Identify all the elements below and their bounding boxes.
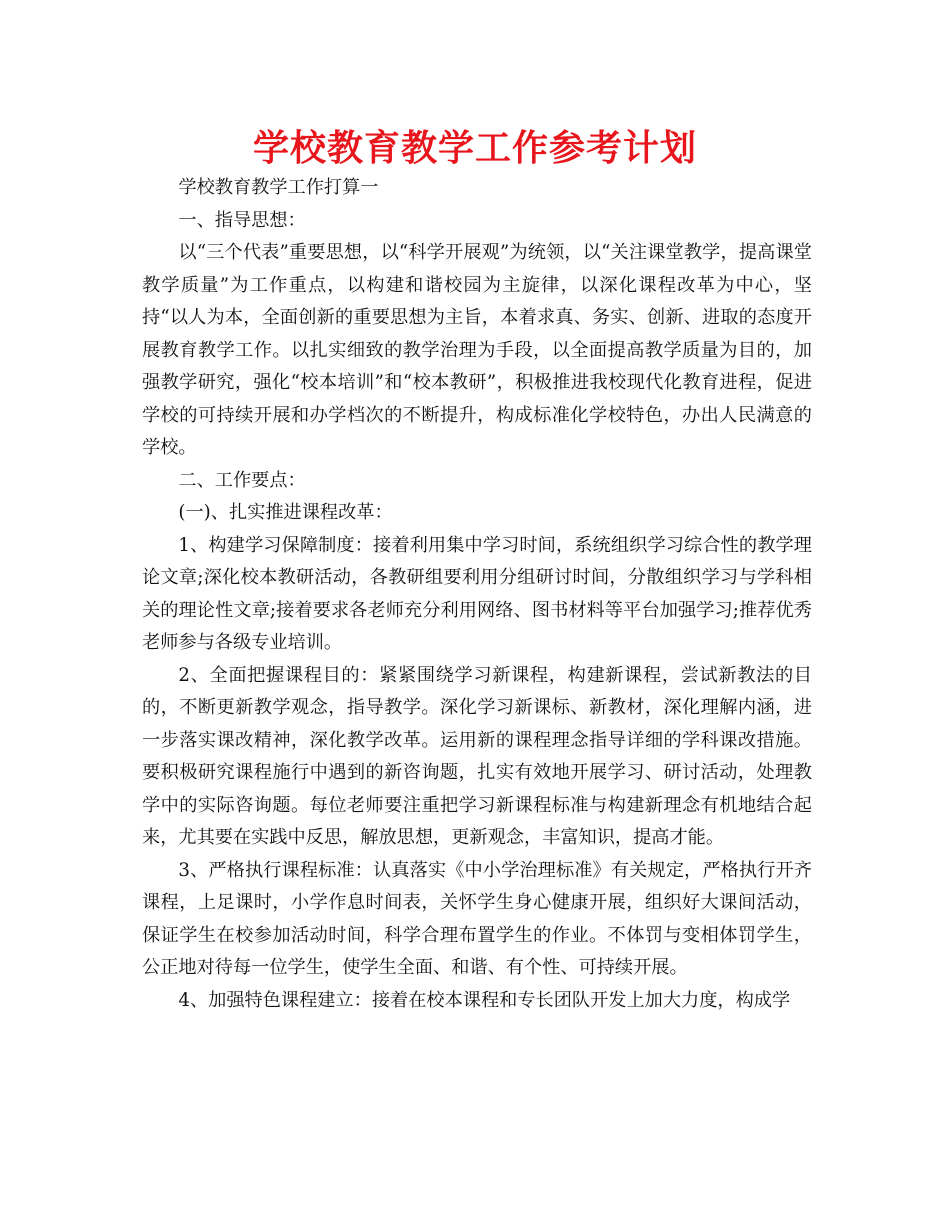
heading-curriculum-reform: (一)、扎实推进课程改革： bbox=[178, 502, 393, 523]
document-body bbox=[142, 172, 812, 1017]
paragraph-item-3: 3、严格执行课程标准：认真落实《中小学治理标准》有关规定，严格执行开齐课程，上足课时，小学作息时间表，关怀学生身心健康开展，组织好大课间活动，保证学生在校参加活动时间，科学合理布置学生的作业。不体罚与变相体罚学生，公正地对待每一位学生，使学生全面、和谐、有个性、可持续开展。 bbox=[142, 859, 812, 978]
paragraph-item-2: 2、全面把握课程目的：紧紧围绕学习新课程，构建新课程，尝试新教法的目的，不断更新教学观念，指导教学。深化学习新课标、新教材，深化理解内涵，进一步落实课改精神，深化教学改革。运用新的课程理念指导详细的学科课改措施。要积极研究课程施行中遇到的新咨询题，扎实有效地开展学习、研讨活动，处理教学中的实际咨询题。每位老师要注重把学习新课程标准与构建新理念有机地结合起来，尤其要在实践中反思，解放思想，更新观念，丰富知识，提高才能。 bbox=[142, 664, 812, 848]
paragraph-item-4: 4、加强特色课程建立：接着在校本课程和专长团队开发上加大力度，构成学 bbox=[178, 989, 791, 1011]
paragraph-guiding-ideology: 以“三个代表”重要思想，以“科学开展观”为统领，以“关注课堂教学，提高课堂教学质量”为工作重点，以构建和谐校园为主旋律，以深化课程改革为中心，坚持“以人为本，全面创新的重要思想为主旨，本着求真、务实、创新、进取的态度开展教育教学工作。以扎实细致的教学治理为手段，以全面提高教学质量为目的，加强教学研究，强化“校本培训”和“校本教研”，积极推进我校现代化教育进程，促进学校的可持续开展和办学档次的不断提升，构成标准化学校特色，办出人民满意的学校。 bbox=[142, 242, 812, 458]
heading-guiding-ideology: 一、指导思想： bbox=[178, 209, 306, 231]
document-title: 学校教育教学工作参考计划 bbox=[252, 128, 697, 169]
paragraph-item-1: 1、构建学习保障制度：接着利用集中学习时间，系统组织学习综合性的教学理论文章;深化校本教研活动，各教研组要利用分组研讨时间，分散组织学习与学科相关的理论性文章;接着要求各老师充分利用网络、图书材料等平台加强学习;推荐优秀老师参与各级专业培训。 bbox=[142, 534, 812, 653]
heading-work-points: 二、工作要点： bbox=[178, 469, 306, 491]
paragraph-subtitle: 学校教育教学工作打算一 bbox=[178, 177, 379, 198]
